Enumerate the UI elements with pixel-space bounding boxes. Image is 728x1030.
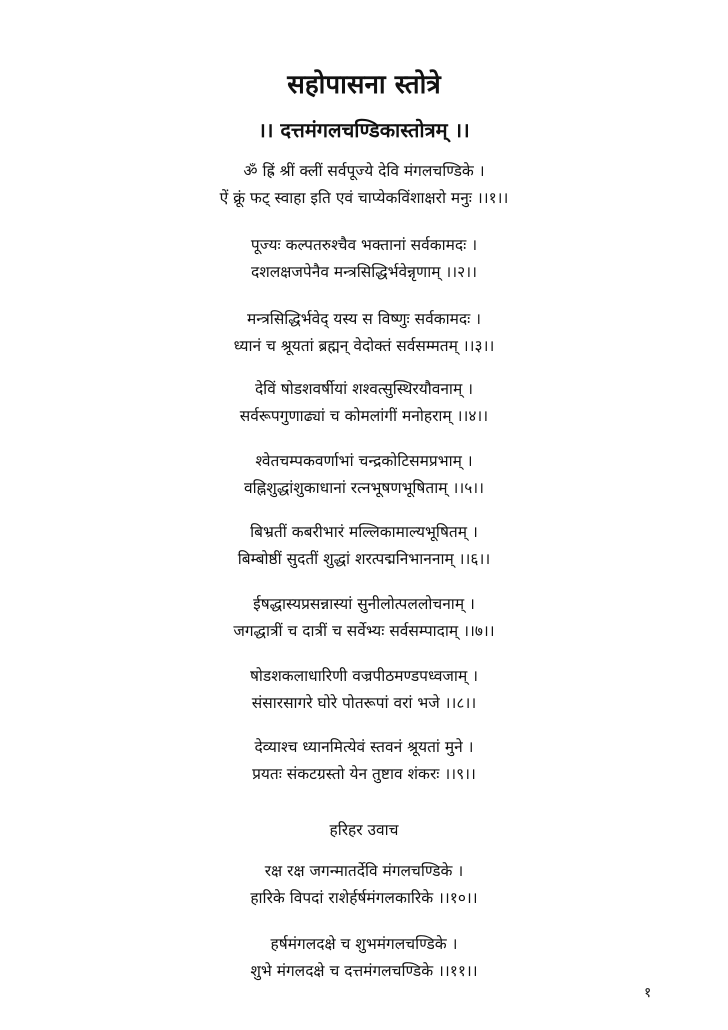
page-title: सहोपासना स्तोत्रे xyxy=(287,70,441,100)
verse-10 xyxy=(0,858,728,912)
verse-line: रक्ष रक्ष जगन्मातर्देवि मंगलचण्डिके । xyxy=(264,862,464,880)
section-heading: हरिहर उवाच xyxy=(329,821,399,839)
verse-line: पूज्यः कल्पतरुश्चैव भक्तानां सर्वकामदः । xyxy=(250,236,478,254)
verse-11 xyxy=(0,931,728,985)
verse-line: दशलक्षजपेनैव मन्त्रसिद्धिर्भवेन्नृणाम् ।।२।। xyxy=(251,263,477,281)
stotra-title: ।। दत्तमंगलचण्डिकास्तोत्रम् ।। xyxy=(258,118,470,142)
verse-line: प्रयतः संकटग्रस्तो येन तुष्टाव शंकरः ।।९।। xyxy=(252,765,476,783)
verse-line: ॐ ह्रिं श्रीं क्लीं सर्वपूज्ये देवि मंगलचण्डिके । xyxy=(243,162,485,180)
verse-line: वह्निशुद्धांशुकाधानां रत्नभूषणभूषिताम् ।।५।। xyxy=(244,479,484,497)
verse-line: श्वेतचम्पकवर्णाभां चन्द्रकोटिसमप्रभाम् । xyxy=(255,452,473,470)
verse-4 xyxy=(0,376,728,430)
verse-line: सर्वरूपगुणाढ्यां च कोमलांगीं मनोहराम् ।।४।। xyxy=(239,407,489,425)
verse-9 xyxy=(0,734,728,788)
verse-7 xyxy=(0,591,728,645)
verse-line: हर्षमंगलदक्षे च शुभमंगलचण्डिके । xyxy=(270,935,458,953)
verse-line: ऐं क्रूं फट् स्वाहा इति एवं चाप्येकविंशाक्षरो मनुः ।।१।। xyxy=(219,189,509,207)
verse-line: हारिके विपदां राशेर्हर्षमंगलकारिके ।।१०।। xyxy=(250,889,478,907)
verse-line: मन्त्रसिद्धिर्भवेद् यस्य स विष्णुः सर्वकामदः । xyxy=(246,310,482,328)
verse-line: बिभ्रतीं कबरीभारं मल्लिकामाल्यभूषितम् । xyxy=(250,523,478,541)
verse-3 xyxy=(0,306,728,360)
verse-line: बिम्बोष्ठीं सुदतीं शुद्धां शरत्पद्मनिभाननाम् ।।६।। xyxy=(237,550,491,568)
page-number: १ xyxy=(644,985,652,1001)
verse-line: देविं षोडशवर्षीयां शश्वत्सुस्थिरयौवनाम् । xyxy=(254,380,474,398)
verse-line: षोडशकलाधारिणी वज्रपीठमण्डपध्वजाम् । xyxy=(249,667,479,685)
verse-line: ईषद्धास्यप्रसन्नास्यां सुनीलोत्पललोचनाम् । xyxy=(253,595,475,613)
verse-line: ध्यानं च श्रूयतां ब्रह्मन् वेदोक्तं सर्वसम्मतम् ।।३।। xyxy=(233,337,495,355)
verse-line: संसारसागरे घोरे पोतरूपां वरां भजे ।।८।। xyxy=(251,694,477,712)
verse-8 xyxy=(0,663,728,717)
verse-line: शुभे मंगलदक्षे च दत्तमंगलचण्डिके ।।११।। xyxy=(250,962,478,980)
verse-1 xyxy=(0,158,728,212)
verse-6 xyxy=(0,519,728,573)
verse-5 xyxy=(0,448,728,502)
verse-2 xyxy=(0,232,728,286)
verse-line: जगद्धात्रीं च दात्रीं च सर्वेभ्यः सर्वसम्पादाम् ।।७।। xyxy=(233,622,495,640)
verse-line: देव्याश्च ध्यानमित्येवं स्तवनं श्रूयतां मुने । xyxy=(254,738,474,756)
